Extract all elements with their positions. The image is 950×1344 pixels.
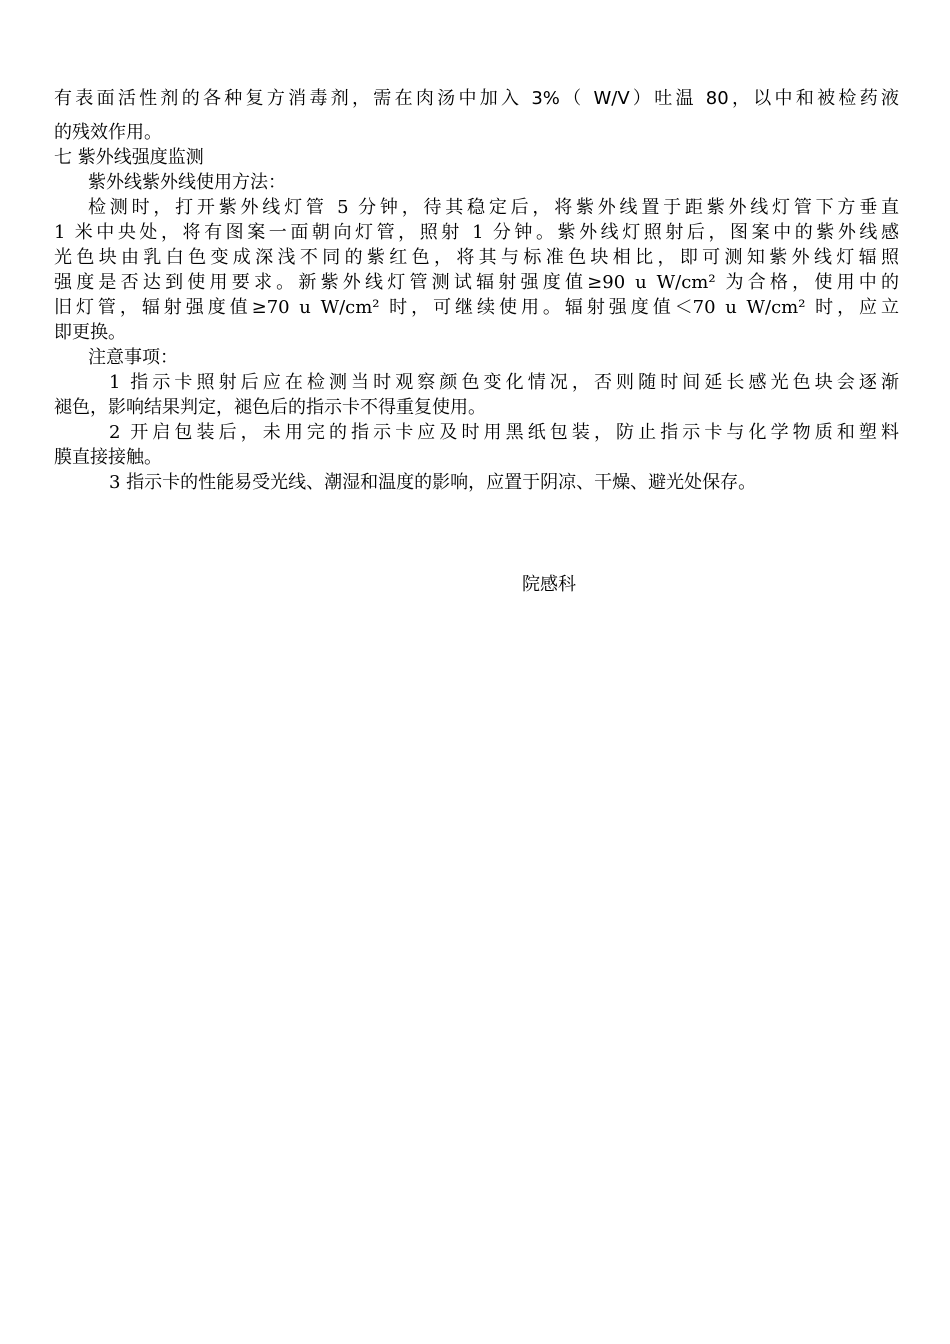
- method-heading: 紫外线紫外线使用方法：: [88, 172, 286, 193]
- method-line-6: 即更换。: [54, 322, 126, 343]
- method-line-5: 旧灯管，辐射强度值≥70 u W/cm² 时，可继续使用。辐射强度值＜70 u W/cm² 时，应立: [54, 297, 899, 318]
- note-1-line-2: 褪色，影响结果判定，褪色后的指示卡不得重复使用。: [54, 397, 486, 418]
- note-2-line-1: 2 开启包装后，未用完的指示卡应及时用黑纸包装，防止指示卡与化学物质和塑料: [109, 422, 899, 443]
- document-body: [54, 86, 899, 495]
- intro-line-2: 的残效作用。: [54, 122, 162, 143]
- method-line-2: 1 米中央处，将有图案一面朝向灯管，照射 1 分钟。紫外线灯照射后，图案中的紫外线感: [54, 222, 899, 243]
- note-3-line-1: 3 指示卡的性能易受光线、潮湿和温度的影响，应置于阴凉、干燥、避光处保存。: [109, 472, 757, 493]
- method-line-1: 检测时，打开紫外线灯管 5 分钟，待其稳定后，将紫外线置于距紫外线灯管下方垂直: [88, 197, 899, 218]
- notes-heading: 注意事项：: [88, 347, 178, 368]
- method-line-4: 强度是否达到使用要求。新紫外线灯管测试辐射强度值≥90 u W/cm² 为合格，使用中的: [54, 272, 899, 293]
- note-2-line-2: 膜直接接触。: [54, 447, 162, 468]
- note-1-line-1: 1 指示卡照射后应在检测当时观察颜色变化情况，否则随时间延长感光色块会逐渐: [109, 372, 899, 393]
- section-heading: 七 紫外线强度监测: [54, 147, 204, 168]
- method-line-3: 光色块由乳白色变成深浅不同的紫红色，将其与标准色块相比，即可测知紫外线灯辐照: [54, 247, 899, 268]
- signature: 院感科: [522, 574, 576, 595]
- intro-line-1: 有表面活性剂的各种复方消毒剂，需在肉汤中加入 3%（ W/V）吐温 80，以中和被检药液: [54, 88, 899, 109]
